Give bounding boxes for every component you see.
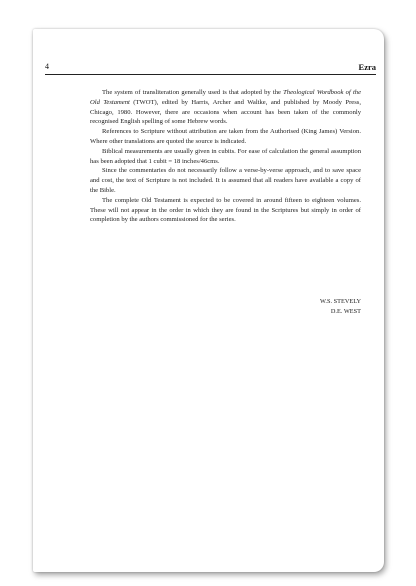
paragraph-commentary-approach: Since the commentaries do not necessarily follow a verse-by-verse approach, and to save space and cost, the text of Scripture is not included. It is assumed that all readers have available a copy of the Bible.	[90, 167, 361, 194]
paragraph-transliteration-before: The system of transliteration generally used is that adopted by the	[102, 89, 284, 96]
signatures	[320, 297, 361, 316]
page-header	[45, 62, 376, 75]
page-number: 4	[45, 62, 49, 71]
paragraph-measurements: Biblical measurements are usually given in cubits. For ease of calculation the general assumption has been adopted that 1 cubit = 18 inches/46cms.	[90, 147, 361, 165]
signature-stevely: W.S. STEVELY	[320, 298, 361, 305]
running-head: Ezra	[358, 62, 376, 72]
signature-west: D.E. WEST	[330, 307, 361, 315]
paragraph-series-volumes: The complete Old Testament is expected to be covered in around fifteen to eighteen volumes. These will not appear in the order in which they are found in the Scriptures but simply in order of completion by the authors commissioned for the series.	[90, 196, 361, 224]
paragraph-scripture-references: References to Scripture without attribution are taken from the Authorised (King James) Version. Where other translations are quoted the source is indicated.	[90, 128, 361, 145]
book-page	[33, 29, 384, 572]
paragraph-transliteration	[90, 88, 361, 127]
paragraph-transliteration-after: (TWOT), edited by Harris, Archer and Waltke, and published by Moody Press, Chicago, 1980. However, there are occasions when account has been taken of the commonly recognised English spelling of some Hebrew words.	[90, 98, 361, 126]
book-title: Theological Wordbook of the Old Testament	[90, 89, 361, 106]
preface-body	[90, 88, 361, 225]
